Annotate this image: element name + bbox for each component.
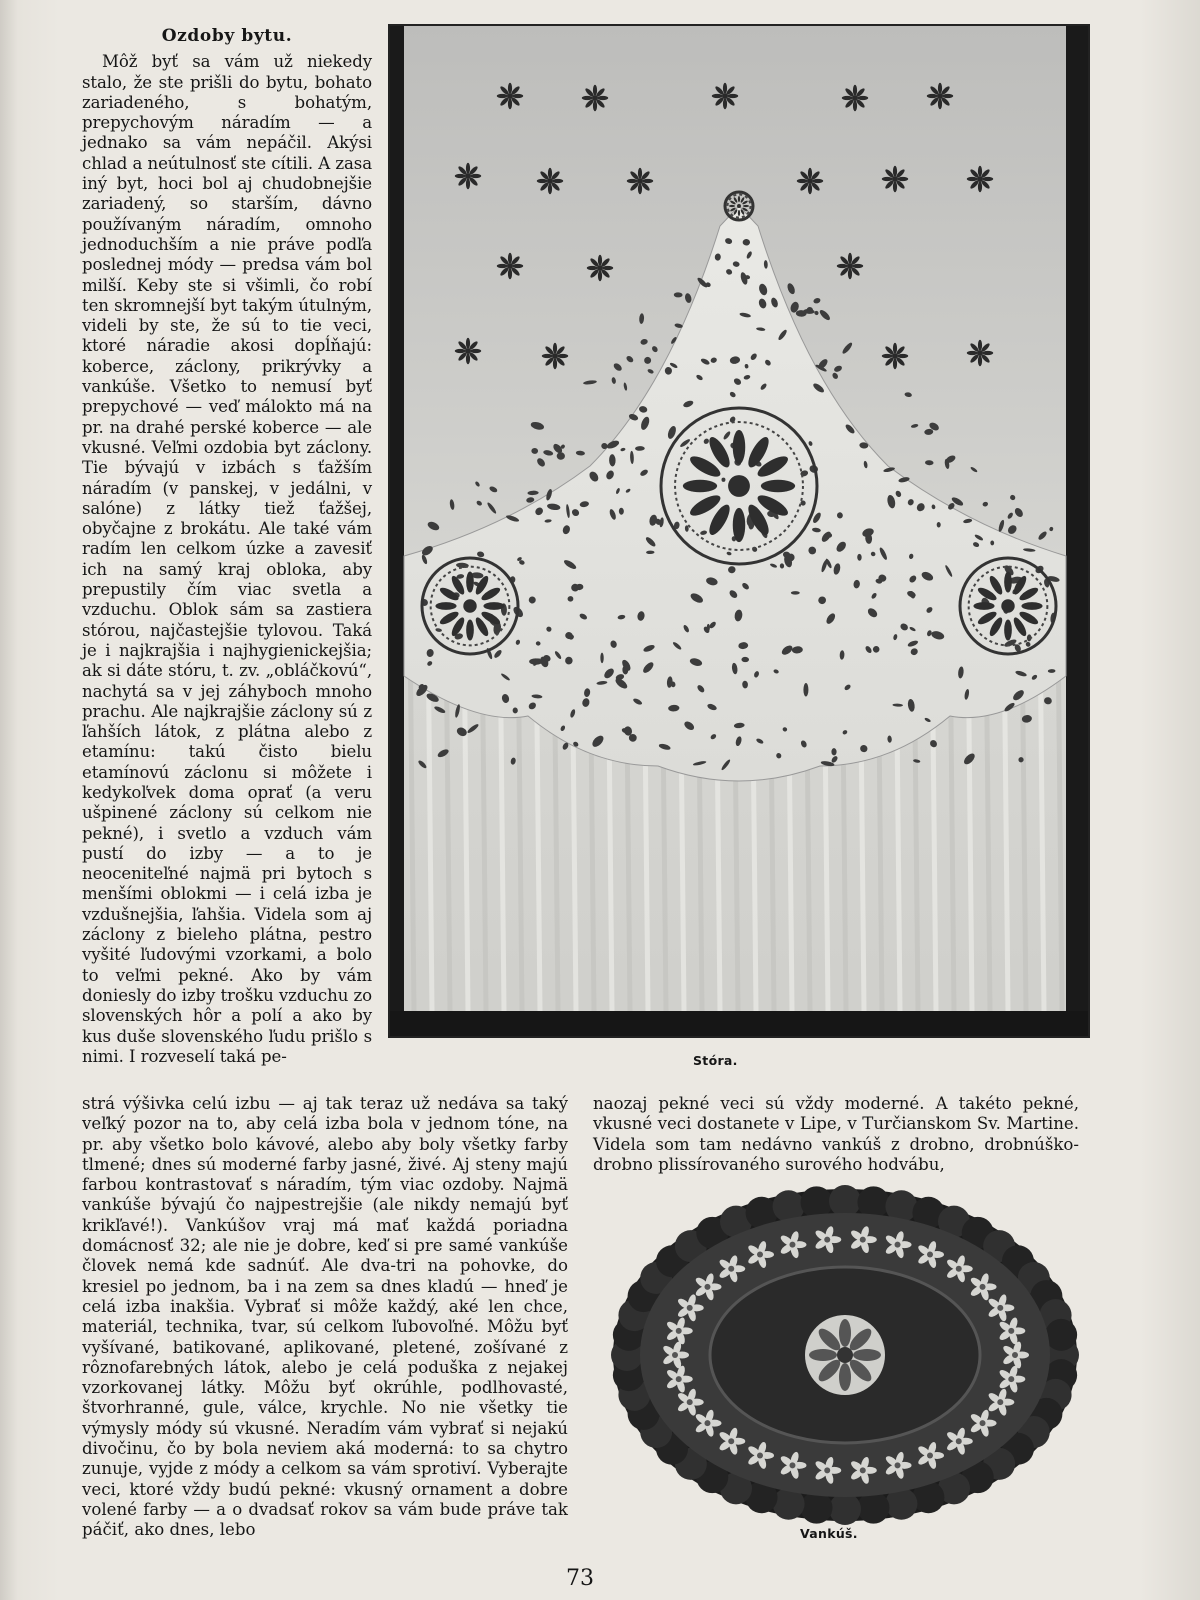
article-body-wide: strá výšivka celú izbu — aj tak teraz už nedáva sa taký veľký pozor na to, aby celá izba bola v jednom tóne, na pr. aby všetko bolo kávové, alebo aby boly všetky farby tlmené; dnes sú moderné farby jasné, živé. Aj steny majú farbou kontrastovať s náradím, tým viac ozdoby. Najmä vankúše bývajú čo najpestrejšie (ale nikdy nemajú byť krikľavé!). Vankúšov vraj má mať každá poriadna domácnosť 32; ale nie je dobre, keď si pre samé vankúše človek nemá kde sadnúť. Ale dva-tri na pohovke, do kresiel po jednom, ba i na zem sa dnes kladú — hneď je celá izba inakšia. Vybrať si môže každý, aké len chce, materiál, technika, tvar, sú celkom ľubovoľné. Môžu byť vyšívané, batikované, aplikované, pletené, zošívané z rôznofarebných látok, alebo je celá poduška z nejakej vzorkovanej látky. Môžu byť okrúhle, podlhovasté, štvorhranné, gule, válce, krychle. No nie všetky tie výmysly módy sú vkusné. Neradím vám vybrať si nejakú divočinu, čo by bola neviem aká moderná: to sa chytro zunuje, vyjde z módy a celkom sa vám sprotiví. Vyberajte veci, ktoré vždy budú pekné: vkusný ornament a dobre volené farby — a o dvadsať rokov sa vám bude práve tak páčiť, ako dnes, lebo [82,1094,568,1540]
article-body-right: naozaj pekné veci sú vždy moderné. A takéto pekné, vkusné veci dostanete v Lipe, v Turčianskom Sv. Martine. Videla som tam nedávno vankúš z drobno, drobnúško-drobno plissírovaného surového hodvábu, [593,1094,1079,1174]
page-number: 73 [566,1566,594,1591]
article-body-continued [82,1094,568,1541]
right-column-text [593,1094,1079,1175]
pillow-caption: Vankúš. [800,1526,858,1541]
article-title: Ozdoby bytu. [161,26,293,46]
pillow-photo [610,1185,1080,1525]
curtain-photo [388,24,1090,1038]
pillow-illustration [610,1185,1080,1525]
article-body-column: Môž byť sa vám už niekedy stalo, že ste prišli do bytu, bohato zariadeného, s bohatým, prepychovým náradím — a jednako sa vám nepáčil. Akýsi chlad a neútulnosť ste cítili. A zasa iný byt, hoci bol aj chudobnejšie zariadený, so starším, dávno používaným náradím, omnoho jednoduchším a nie práve podľa poslednej módy — predsa vám bol milší. Keby ste si všimli, čo robí ten skromnejší byt takým útulným, videli by ste, že sú to tie veci, ktoré náradie akosi dopĺňajú: koberce, záclony, prikrývky a vankúše. Všetko to nemusí byť prepychové — veď málokto má na pr. na drahé perské koberce — ale vkusné. Veľmi ozdobia byt záclony. Tie bývajú v izbách s ťažším náradím (v panskej, v jedálni, v salóne) z látky tiež ťažšej, obyčajne z brokátu. Ale také vám radím len celkom úzke a zavesiť ich na samý kraj obloka, aby prepustily čím viac svetla a vzduchu. Oblok sám sa zastiera stórou, najčastejšie tylovou. Taká je i najkrajšia i najhygienickejšia; ak si dáte stóru, t. zv. „obláčkovú“, nachytá sa v jej záhyboch mnoho prachu. Ale najkrajšie záclony sú z ľahších látok, z plátna alebo z etamínu: takú čisto bielu etamínovú záclonu si môžete i kedykoľvek doma oprať (a veru ušpinené záclony sú celkom nie pekné), i svetlo a vzduch vám pustí do izby — a to je neoceniteľné najmä pri bytoch s menšími oblokmi — i celá izba je vzdušnejšia, ľahšia. Videla som aj záclony z bieleho plátna, pestro vyšité ľudovými vzorkami, a bolo to veľmi pekné. Ako by vám doniesly do izby trošku vzduchu zo slovenských hôr a polí a ako by kus duše slovenského ľudu prišlo s nimi. I rozveselí taká pe- [82,52,372,1066]
curtain-illustration [390,26,1088,1036]
left-column [82,22,372,1067]
curtain-caption: Stóra. [693,1053,738,1068]
